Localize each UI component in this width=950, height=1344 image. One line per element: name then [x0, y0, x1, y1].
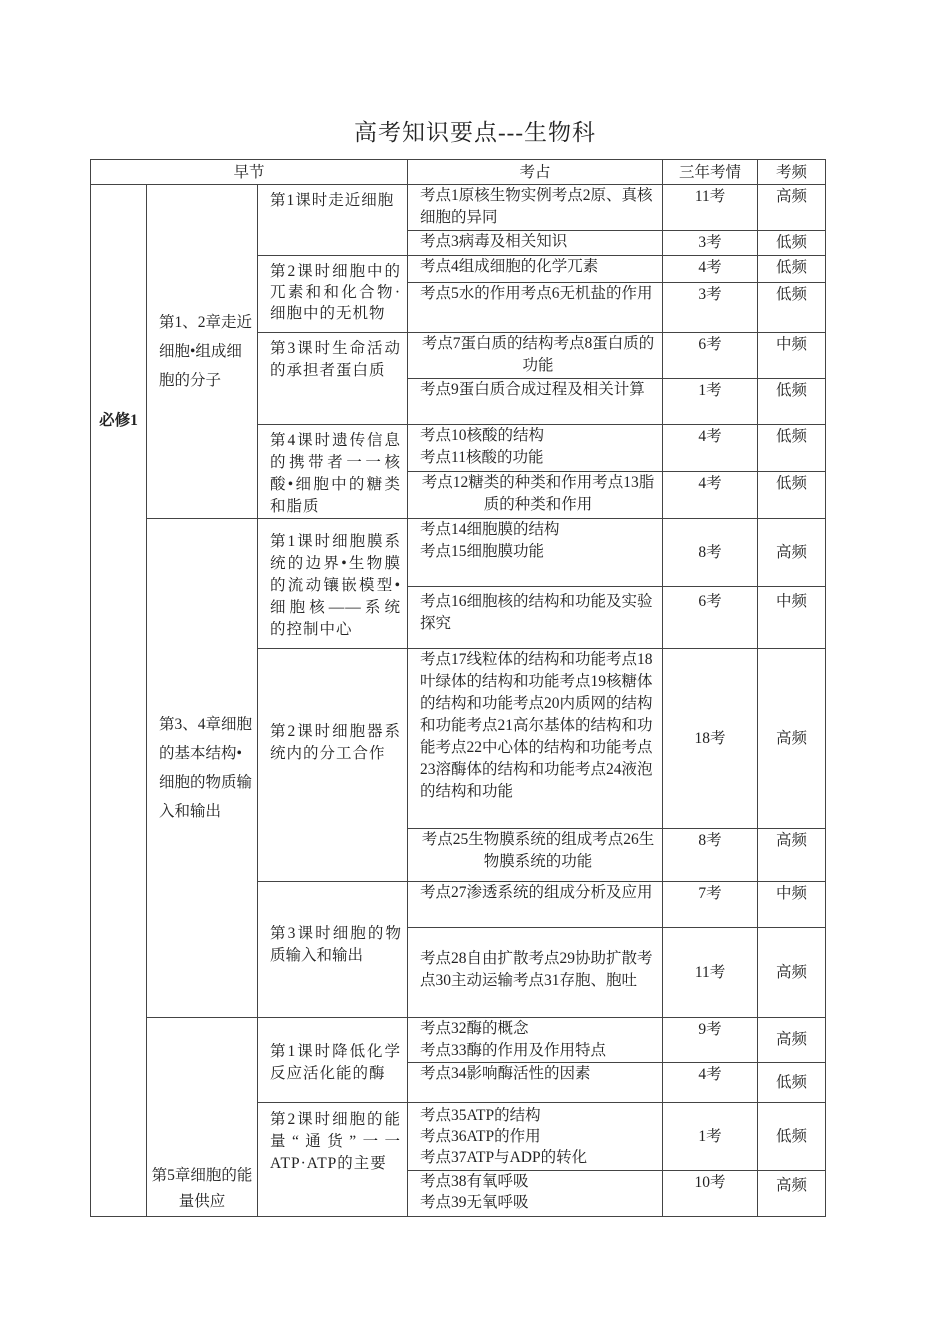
level-cell: 高频: [758, 185, 826, 231]
lesson-cell: 第3课时细胞的物质输入和输出: [258, 882, 408, 1018]
page-title: 高考知识要点---生物科: [354, 120, 596, 145]
lesson-cell: 第1课时细胞膜系统的边界•生物膜的流动镶嵌模型•细胞核——系统的控制中心: [258, 519, 408, 649]
count-cell: 3考: [663, 283, 758, 333]
level-cell: 高频: [758, 649, 826, 829]
point-cell: 考点3病毒及相关知识: [408, 231, 663, 256]
count-cell: 11考: [663, 928, 758, 1018]
point-cell: 考点35ATP的结构 考点36ATP的作用 考点37ATP与ADP的转化: [408, 1103, 663, 1171]
table-header-row: [91, 160, 826, 185]
level-cell: 低频: [758, 379, 826, 425]
count-cell: 10考: [663, 1171, 758, 1217]
point-cell: 考点14细胞膜的结构 考点15细胞膜功能: [408, 519, 663, 587]
header-level: 考频: [758, 160, 826, 185]
count-cell: 8考: [663, 519, 758, 587]
count-cell: 1考: [663, 379, 758, 425]
count-cell: 9考: [663, 1018, 758, 1063]
chapter-cell: [147, 1018, 258, 1217]
level-cell: 低频: [758, 1103, 826, 1171]
count-cell: 4考: [663, 472, 758, 519]
course-label: 必修1: [99, 412, 138, 429]
table-row: [91, 185, 826, 231]
level-cell: 低频: [758, 425, 826, 472]
level-cell: 中频: [758, 882, 826, 928]
point-cell: 考点38有氧呼吸 考点39无氧呼吸: [408, 1171, 663, 1217]
count-cell: 6考: [663, 333, 758, 379]
count-cell: 4考: [663, 1063, 758, 1103]
point-cell: 考点9蛋白质合成过程及相关计算: [408, 379, 663, 425]
point-cell: 考点25生物膜系统的组成考点26生物膜系统的功能: [408, 829, 663, 882]
lesson-cell: 第2课时细胞器系统内的分工合作: [258, 649, 408, 882]
count-cell: 3考: [663, 231, 758, 256]
lesson-cell: 第2课时细胞中的兀素和和化合物·细胞中的无机物: [258, 256, 408, 333]
chapter-label: 第5章细胞的能量供应: [151, 1167, 253, 1210]
count-cell: 8考: [663, 829, 758, 882]
point-cell: 考点27渗透系统的组成分析及应用: [408, 882, 663, 928]
header-point: 考占: [408, 160, 663, 185]
level-cell: 高频: [758, 928, 826, 1018]
chapter-cell: [147, 519, 258, 1018]
point-cell: 考点4组成细胞的化学兀素: [408, 256, 663, 283]
count-cell: 7考: [663, 882, 758, 928]
point-cell: 考点17线粒体的结构和功能考点18叶绿体的结构和功能考点19核糖体的结构和功能考点20内质网的结构和功能考点21高尔基体的结构和功能考点22中心体的结构和功能考点23溶酶体的结构和功能考点24液泡的结构和功能: [408, 649, 663, 829]
chapter-cell: [147, 185, 258, 519]
point-cell: 考点12糖类的种类和作用考点13脂质的种类和作用: [408, 472, 663, 519]
point-cell: 考点7蛋白质的结构考点8蛋白质的功能: [408, 333, 663, 379]
point-cell: 考点28自由扩散考点29协助扩散考点30主动运输考点31存胞、胞吐: [408, 928, 663, 1018]
lesson-cell: 第1课时走近细胞: [258, 185, 408, 256]
level-cell: 低频: [758, 256, 826, 283]
level-cell: 低频: [758, 1063, 826, 1103]
course-cell: [91, 185, 147, 1217]
count-cell: 11考: [663, 185, 758, 231]
table-row: [91, 1018, 826, 1063]
lesson-cell: 第4课时遗传信息的携带者一一核酸•细胞中的糖类和脂质: [258, 425, 408, 519]
point-cell: 考点32酶的概念 考点33酶的作用及作用特点: [408, 1018, 663, 1063]
level-cell: 高频: [758, 519, 826, 587]
point-cell: 考点10核酸的结构 考点11核酸的功能: [408, 425, 663, 472]
knowledge-table: [90, 159, 826, 1217]
point-cell: 考点1原核生物实例考点2原、真核细胞的异同: [408, 185, 663, 231]
level-cell: 中频: [758, 333, 826, 379]
point-cell: 考点34影响酶活性的因素: [408, 1063, 663, 1103]
count-cell: 4考: [663, 425, 758, 472]
level-cell: 中频: [758, 587, 826, 649]
count-cell: 6考: [663, 587, 758, 649]
level-cell: 低频: [758, 231, 826, 256]
lesson-cell: 第3课时生命活动的承担者蛋白质: [258, 333, 408, 425]
level-cell: 高频: [758, 829, 826, 882]
point-cell: 考点5水的作用考点6无机盐的作用: [408, 283, 663, 333]
lesson-cell: 第2课时细胞的能量“通货”一一ATP·ATP的主要: [258, 1103, 408, 1217]
table-row: [91, 519, 826, 587]
count-cell: 18考: [663, 649, 758, 829]
level-cell: 高频: [758, 1171, 826, 1217]
header-count: 三年考情: [663, 160, 758, 185]
level-cell: 低频: [758, 472, 826, 519]
level-cell: 低频: [758, 283, 826, 333]
header-chapter: 早节: [91, 160, 408, 185]
chapter-label: 第3、4章细胞的基本结构•细胞的物质输入和输出: [159, 716, 253, 820]
level-cell: 高频: [758, 1018, 826, 1063]
chapter-label: 第1、2章走近细胞•组成细胞的分子: [159, 314, 253, 389]
point-cell: 考点16细胞核的结构和功能及实验探究: [408, 587, 663, 649]
count-cell: 4考: [663, 256, 758, 283]
count-cell: 1考: [663, 1103, 758, 1171]
lesson-cell: 第1课时降低化学反应活化能的酶: [258, 1018, 408, 1103]
